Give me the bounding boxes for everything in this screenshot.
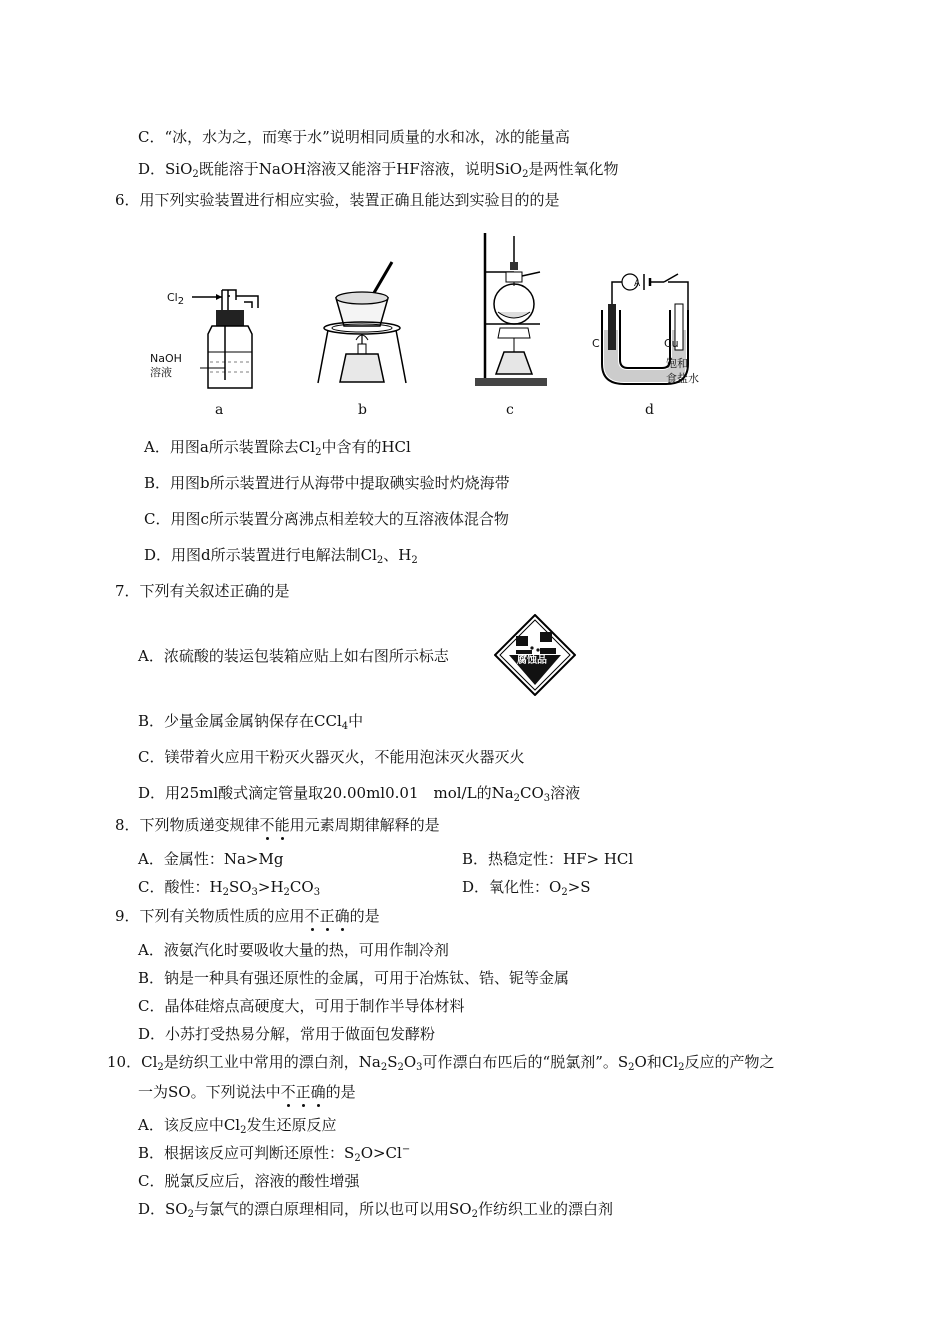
- subscript: 3: [543, 793, 551, 804]
- subscript: 2: [376, 555, 384, 566]
- text-part: S: [387, 1053, 398, 1071]
- text-part: 的是: [349, 907, 380, 925]
- text-part: 的是: [325, 1083, 356, 1101]
- fig-label-a: a: [215, 402, 224, 418]
- q5-option-d: [138, 159, 618, 179]
- text-part: NaOH: [150, 352, 182, 365]
- subscript: 3: [416, 1062, 423, 1073]
- text-part: 是两性氧化物: [528, 160, 619, 178]
- fig-d-carbon-label: C: [592, 337, 600, 350]
- text-part: A．用图a所示装置除去Cl: [144, 438, 316, 456]
- text-part: 溶液: [550, 784, 581, 802]
- fig-a-liquid-label: [150, 352, 182, 380]
- fig-a-gas-label: [167, 288, 184, 308]
- text-part: 与氯气的漂白原理相同，所以也可以用SO: [193, 1200, 472, 1218]
- text-part: B．根据该反应可判断还原性：S: [138, 1144, 355, 1162]
- text-part: O>Cl: [360, 1144, 402, 1162]
- fig-label-b: b: [358, 402, 367, 418]
- text-part: CO: [289, 878, 314, 896]
- q8-option-a: A．金属性：Na>Mg: [138, 850, 284, 868]
- text-part: 8．下列物质递变规律: [115, 816, 260, 834]
- q8-option-b: B．热稳定性：HF> HCl: [462, 850, 634, 868]
- subscript: 3: [313, 887, 321, 898]
- subscript: 2: [157, 1062, 164, 1073]
- q8-option-c: [138, 877, 320, 897]
- text-part: 用元素周期律解释的是: [289, 816, 440, 834]
- q7-option-a: A．浓硫酸的装运包装箱应贴上如右图所示标志: [138, 647, 449, 665]
- figure-c-distillation: [470, 228, 555, 393]
- emphasis-char: 确: [334, 907, 350, 925]
- superscript: −: [401, 1144, 411, 1155]
- text-part: 10．Cl: [107, 1053, 158, 1071]
- q8-option-d: [462, 877, 591, 897]
- subscript: 2: [187, 1209, 194, 1220]
- emphasis-char: 不: [280, 1083, 296, 1101]
- text-part: 食盐水: [666, 372, 699, 385]
- q6-option-b: B．用图b所示装置进行从海带中提取碘实验时灼烧海带: [144, 474, 510, 492]
- text-part: 发生还原反应: [246, 1116, 337, 1134]
- hazard-sign-label: 腐蚀品: [517, 655, 547, 666]
- text-part: O和Cl: [634, 1053, 679, 1071]
- text-part: D．用图d所示装置进行电解法制Cl: [144, 546, 377, 564]
- text-part: A．该反应中Cl: [138, 1116, 241, 1134]
- q5-option-c: [138, 127, 570, 147]
- text-part: 反应的产物之: [684, 1053, 775, 1071]
- text-part: >S: [567, 878, 591, 896]
- q7-option-c: C．镁带着火应用干粉灭火器灭火，不能用泡沫灭火器灭火: [138, 748, 525, 766]
- emphasis-char: 不: [259, 816, 275, 834]
- text-part: CO: [520, 784, 544, 802]
- q9-stem: [115, 906, 380, 926]
- text-part: D．SiO: [138, 160, 193, 178]
- q7-option-b: [138, 711, 363, 731]
- subscript: 2: [397, 1062, 404, 1073]
- text-part: 是纺织工业中常用的漂白剂，Na: [163, 1053, 381, 1071]
- q6-option-c: C．用图c所示装置分离沸点相差较大的互溶液体混合物: [144, 510, 509, 528]
- emphasis-char: 不: [304, 907, 320, 925]
- q7-option-d: [138, 783, 580, 803]
- q6-option-a: [144, 437, 411, 457]
- subscript: 3: [251, 887, 258, 898]
- subscript: 2: [411, 555, 418, 566]
- q9-option-a: A．液氨汽化时要吸收大量的热，可用作制冷剂: [138, 941, 449, 959]
- q9-option-c: C．晶体硅熔点高硬度大，可用于制作半导体材料: [138, 997, 465, 1015]
- subscript: 2: [513, 793, 521, 804]
- subscript: 2: [678, 1062, 685, 1073]
- subscript: 2: [471, 1209, 478, 1220]
- text-part: 、H: [383, 546, 412, 564]
- subscript: 2: [177, 296, 185, 307]
- fig-d-copper-label: Cu: [664, 337, 679, 350]
- text-part: O: [403, 1053, 417, 1071]
- text-part: 既能溶于NaOH溶液又能溶于HF溶液，说明SiO: [198, 160, 523, 178]
- figure-b-crucible: [312, 258, 412, 393]
- fig-label-c: c: [506, 402, 514, 418]
- emphasis-char: 能: [274, 816, 290, 834]
- text-part: 作纺织工业的漂白剂: [477, 1200, 613, 1218]
- subscript: 2: [522, 169, 529, 180]
- emphasis-char: 确: [310, 1083, 326, 1101]
- fig-d-ammeter-label: A: [634, 279, 641, 289]
- text-part: 中: [348, 712, 364, 730]
- text-part: 溶液: [150, 366, 172, 379]
- fig-label-d: d: [645, 402, 654, 418]
- option-text: C．“冰，水为之，而寒于水”说明相同质量的水和冰，冰的能量高: [138, 128, 570, 146]
- q8-stem: [115, 815, 440, 835]
- subscript: 2: [561, 887, 568, 898]
- text-part: 可作漂白布匹后的“脱氯剂”。S: [422, 1053, 629, 1071]
- text-part: D．用25ml酸式滴定管量取20.00ml0.01 mol/L的Na: [138, 784, 514, 802]
- emphasis-char: 正: [295, 1083, 311, 1101]
- q10-option-b: [138, 1143, 410, 1163]
- q6-option-d: [144, 545, 418, 565]
- emphasis-char: 正: [319, 907, 335, 925]
- subscript: 2: [192, 169, 199, 180]
- q6-stem: 6．用下列实验装置进行相应实验，装置正确且能达到实验目的的是: [115, 191, 560, 209]
- text-part: 9．下列有关物质性质的应用: [115, 907, 305, 925]
- text-part: 饱和: [666, 357, 688, 370]
- q7-stem: 7．下列有关叙述正确的是: [115, 582, 290, 600]
- text-part: D．氧化性：O: [462, 878, 562, 896]
- text-part: C．酸性：H: [138, 878, 223, 896]
- subscript: 4: [341, 721, 349, 732]
- q10-option-a: [138, 1115, 337, 1135]
- text-part: Cl: [167, 291, 178, 304]
- text-part: B．少量金属金属钠保存在CCl: [138, 712, 342, 730]
- subscript: 2: [222, 887, 229, 898]
- text-part: 一为SO。下列说法中: [138, 1083, 281, 1101]
- text-part: D．SO: [138, 1200, 188, 1218]
- text-part: 中含有的HCl: [321, 438, 411, 456]
- text-part: SO: [228, 878, 252, 896]
- q10-stem-line1: [107, 1052, 775, 1072]
- q10-stem-line2: [138, 1082, 356, 1102]
- q10-option-c: C．脱氯反应后，溶液的酸性增强: [138, 1172, 360, 1190]
- subscript: 2: [283, 887, 290, 898]
- subscript: 2: [315, 447, 322, 458]
- q10-option-d: [138, 1199, 613, 1219]
- subscript: 2: [354, 1153, 361, 1164]
- fig-d-liquid-label: [666, 356, 699, 386]
- q9-option-d: D．小苏打受热易分解，常用于做面包发酵粉: [138, 1025, 436, 1043]
- q9-option-b: B．钠是一种具有强还原性的金属，可用于冶炼钛、锆、铌等金属: [138, 969, 570, 987]
- subscript: 2: [240, 1125, 247, 1136]
- text-part: >H: [257, 878, 284, 896]
- subscript: 2: [628, 1062, 635, 1073]
- subscript: 2: [380, 1062, 388, 1073]
